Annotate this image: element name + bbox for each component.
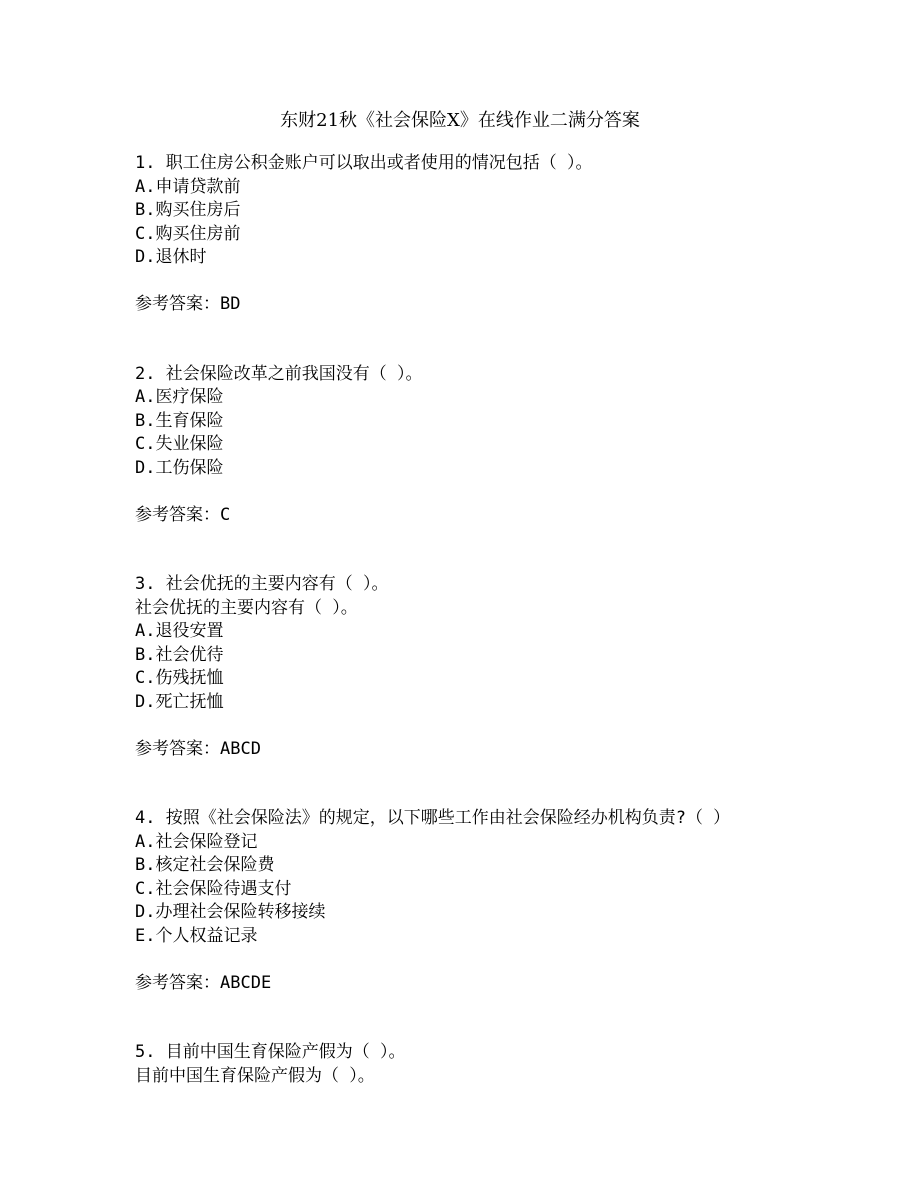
question-stem: 4. 按照《社会保险法》的规定，以下哪些工作由社会保险经办机构负责?（ ） bbox=[135, 808, 731, 828]
option-c: C.失业保险 bbox=[135, 434, 224, 454]
question-stem-repeat: 目前中国生育保险产假为（ ）。 bbox=[135, 1065, 375, 1086]
option-a: A.申请贷款前 bbox=[135, 176, 241, 197]
option-a: A.退役安置 bbox=[135, 621, 224, 641]
option-c: C.伤残抚恤 bbox=[135, 668, 224, 688]
option-d: D.办理社会保险转移接续 bbox=[135, 902, 326, 922]
answer-label: 参考答案： bbox=[135, 972, 220, 993]
option-c: C.购买住房前 bbox=[135, 223, 241, 244]
answer-label: 参考答案： bbox=[135, 294, 220, 314]
answer-value: ABCDE bbox=[220, 972, 272, 993]
answer-row bbox=[135, 293, 855, 317]
answer-label: 参考答案： bbox=[135, 738, 220, 759]
answer-value: BD bbox=[220, 294, 241, 314]
answer-row bbox=[135, 972, 855, 996]
question-stem: 5. 目前中国生育保险产假为（ ）。 bbox=[135, 1042, 406, 1062]
question-stem: 2. 社会保险改革之前我国没有（ ）。 bbox=[135, 363, 423, 384]
option-a: A.医疗保险 bbox=[135, 387, 224, 407]
option-b: B.购买住房后 bbox=[135, 200, 241, 220]
answer-value: C bbox=[220, 504, 231, 525]
question-stem: 1. 职工住房公积金账户可以取出或者使用的情况包括（ ）。 bbox=[135, 153, 593, 173]
option-a: A.社会保险登记 bbox=[135, 831, 258, 852]
document-title: 东财21秋《社会保险X》在线作业二满分答案 bbox=[280, 110, 640, 131]
question-stem: 3. 社会优抚的主要内容有（ ）。 bbox=[135, 574, 389, 594]
answer-label: 参考答案： bbox=[135, 504, 220, 525]
question-4 bbox=[135, 807, 855, 995]
option-b: B.生育保险 bbox=[135, 410, 224, 431]
option-d: D.工伤保险 bbox=[135, 457, 224, 478]
option-d: D.退休时 bbox=[135, 247, 207, 267]
question-stem-repeat: 社会优抚的主要内容有（ ）。 bbox=[135, 597, 358, 618]
option-list bbox=[135, 831, 855, 949]
option-list bbox=[135, 620, 855, 714]
option-list bbox=[135, 176, 855, 270]
question-2 bbox=[135, 363, 855, 528]
question-5 bbox=[135, 1041, 855, 1088]
question-1 bbox=[135, 152, 855, 317]
option-c: C.社会保险待遇支付 bbox=[135, 878, 292, 899]
option-b: B.社会优待 bbox=[135, 644, 224, 665]
option-list bbox=[135, 386, 855, 480]
question-3 bbox=[135, 573, 855, 761]
question-list bbox=[135, 152, 855, 1134]
answer-row bbox=[135, 738, 855, 762]
answer-row bbox=[135, 504, 855, 528]
option-b: B.核定社会保险费 bbox=[135, 855, 275, 875]
answer-value: ABCD bbox=[220, 738, 261, 759]
option-d: D.死亡抚恤 bbox=[135, 691, 224, 712]
option-e: E.个人权益记录 bbox=[135, 925, 258, 946]
